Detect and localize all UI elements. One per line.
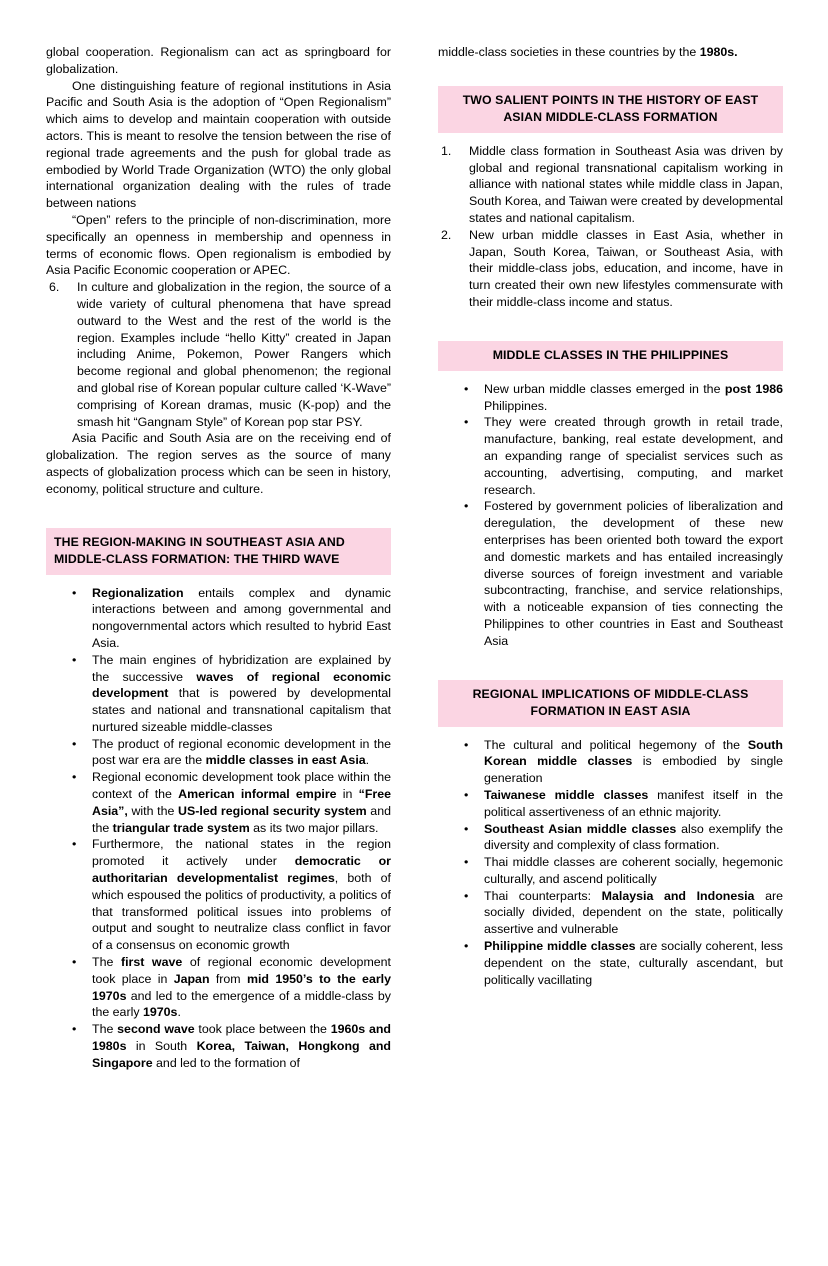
bold-text-run: American informal empire	[178, 787, 337, 802]
text-run: Regional economic development took place within the context of the	[92, 770, 391, 802]
list-item-text	[92, 737, 391, 768]
list-item-6	[46, 279, 391, 430]
bullet-marker-icon: •	[464, 939, 469, 954]
list-item	[46, 585, 391, 652]
spacer	[46, 498, 391, 528]
list-item	[438, 854, 783, 888]
list-item	[438, 737, 783, 787]
text-run: and led to the emergence of a middle-class by the early	[92, 988, 391, 1020]
list-item	[438, 888, 783, 938]
paragraph-open-regionalism: One distinguishing feature of regional institutions in Asia Pacific and South Asia is the adoption of “Open Regionalism” which aims to develop and maintain cooperation with outside actors. This is meant to resolve the tension between the rise of regional trade agreements and the push for global trade as embodied by World Trade Organization (WTO) the only global international organization dealing with the rules of trade between nations	[46, 78, 391, 211]
spacer	[438, 61, 783, 86]
text-run: , both of which espoused the politics of productivity, a politics of that transformed political issues into problems of output and sought to neutralize class conflict in favor of a consensus on economic growth	[92, 871, 392, 953]
text-run: that is powered by developmental states and national and transnational capitalism that nurtured sizeable middle-classes	[92, 686, 391, 734]
bullet-marker-icon: •	[464, 415, 469, 430]
bold-text-run: democratic or authoritarian developmentalist regimes	[92, 854, 391, 886]
text-run: New urban middle classes emerged in the	[484, 381, 725, 396]
text-run: took place between the	[194, 1022, 331, 1037]
bold-text-run: first wave	[120, 955, 183, 970]
text-run: .	[365, 753, 370, 768]
text-run: Furthermore, the national states in the region promoted it actively under	[92, 837, 391, 869]
spacer	[438, 371, 783, 381]
text-run: from	[209, 971, 247, 986]
list-item-text	[92, 770, 391, 834]
text-run: and the	[92, 803, 391, 835]
list-item-text	[92, 837, 391, 952]
spacer	[438, 650, 783, 680]
text-run: Philippines.	[484, 398, 548, 413]
bullet-marker-icon: •	[72, 955, 77, 970]
spacer	[438, 311, 783, 341]
list-item-text: Middle class formation in Southeast Asia was driven by global and regional transnational capitalism working in alliance with national states while middle class in Japan, South Korea, and Taiwan were created by developmental states and national capitalism.	[469, 143, 783, 225]
paragraph-receiving-end: Asia Pacific and South Asia are on the receiving end of globalization. The region serves as the source of many aspects of globalization process which can be seen in history, economy, political structure and culture.	[46, 431, 391, 496]
paragraph-global-cooperation: global cooperation. Regionalism can act as springboard for globalization.	[46, 45, 391, 76]
list-item-text: New urban middle classes in East Asia, whether in Japan, South Korea, Taiwan, or Southeast Asia, with their middle-class jobs, education, and income, have in turn created their own new lifestyles commensurate with their middle-class income and status.	[469, 227, 783, 309]
list-item-text	[484, 738, 783, 786]
text-run: Thai middle classes are coherent socially, hegemonic culturally, and ascend politically	[484, 855, 783, 886]
bullet-list-regional-implications	[438, 737, 783, 989]
text-run: are socially coherent, less dependent on the state, culturally ascendant, but politically vacillating	[484, 939, 783, 987]
bullet-marker-icon: •	[72, 770, 77, 785]
paragraph-continuation-1980s	[438, 44, 783, 61]
bullet-marker-icon: •	[464, 737, 469, 752]
bold-text-run: middle classes in east Asia	[205, 753, 366, 768]
list-item-text	[484, 939, 783, 987]
list-item-text	[484, 889, 783, 937]
text-run: as its two major pillars.	[249, 820, 379, 835]
bullet-marker-icon: •	[72, 837, 77, 852]
list-item	[46, 1021, 391, 1071]
left-column	[46, 44, 391, 1072]
list-item-text	[92, 586, 391, 650]
bullet-list-philippines	[438, 381, 783, 650]
list-item	[438, 821, 783, 855]
paragraph-open-definition: “Open” refers to the principle of non-discrimination, more specifically an openness in membership and openness in terms of economic flows. Open regionalism is embodied by Asia Pacific Economic cooperation or APEC.	[46, 212, 391, 278]
text-run: .	[177, 1005, 181, 1020]
section-heading-philippines: MIDDLE CLASSES IN THE PHILIPPINES	[438, 341, 783, 371]
list-item	[438, 227, 783, 311]
bullet-marker-icon: •	[72, 585, 77, 600]
list-item-text	[92, 653, 391, 734]
text-run: are socially divided, dependent on the state, politically assertive and vulnerable	[484, 888, 783, 937]
bullet-marker-icon: •	[72, 1022, 77, 1037]
bullet-marker-icon: •	[464, 787, 469, 802]
bullet-marker-icon: •	[464, 888, 469, 903]
list-item-text	[484, 415, 783, 496]
list-item-text	[484, 855, 783, 886]
bold-text-run: Regionalization	[92, 585, 184, 600]
list-item-text	[484, 382, 783, 413]
bold-text-run: 1960s and 1980s	[92, 1022, 391, 1054]
bullet-marker-icon: •	[464, 499, 469, 514]
list-item-text	[92, 955, 391, 1019]
text-run: The main engines of hybridization are explained by the successive	[92, 652, 391, 684]
bold-text-run: Taiwanese middle classes	[484, 787, 649, 802]
bullet-marker-icon: •	[464, 855, 469, 870]
text-run: The product of regional economic development in the post war era are the	[92, 736, 391, 768]
list-item-text	[92, 1022, 391, 1070]
bold-text-run: 1970s	[142, 1005, 178, 1020]
text-run: also exemplify the diversity and complexity of class formation.	[484, 821, 783, 853]
section-heading-regional-implications: REGIONAL IMPLICATIONS OF MIDDLE-CLASS FORMATION IN EAST ASIA	[438, 680, 783, 727]
text-run: Thai counterparts:	[484, 888, 602, 903]
list-item	[438, 414, 783, 498]
list-item-text	[484, 499, 783, 647]
bold-text-run: post 1986	[724, 381, 783, 396]
numbered-list-salient-points	[438, 143, 783, 311]
bold-text-run: Philippine middle classes	[484, 939, 636, 954]
list-item	[46, 954, 391, 1021]
text-run: Fostered by government policies of liberalization and deregulation, the development of these new enterprises has been oriented both toward the export and domestic markets and has entailed increasingly diverse sources of foreign investment and variable subcontracting, franchise, and service relationships, with a noticeable expansion of ties connecting the Philippines to other countries in East and Southeast Asia	[484, 499, 783, 648]
bold-text-run: triangular trade system	[112, 820, 250, 835]
text-run: with the	[127, 803, 179, 818]
bold-text-run: waves of regional economic development	[92, 669, 391, 701]
list-item	[46, 836, 391, 954]
bold-text-run: Malaysia and Indonesia	[601, 888, 755, 903]
list-marker: 6.	[49, 280, 60, 295]
bold-text-run: US-led regional security system	[178, 803, 367, 818]
spacer	[46, 575, 391, 585]
bold-text-run: South Korean middle classes	[484, 737, 783, 769]
bold-text-run: Southeast Asian middle classes	[484, 821, 677, 836]
list-item	[46, 736, 391, 770]
bullet-marker-icon: •	[464, 381, 469, 396]
text-run: The	[92, 1022, 118, 1037]
list-item	[438, 787, 783, 821]
text-run: in	[336, 787, 359, 802]
list-item-text	[484, 788, 783, 819]
text-run: The cultural and political hegemony of the	[484, 737, 748, 752]
text-run: They were created through growth in retail trade, manufacture, banking, real estate development, and an expanding range of specialist services such as accounting, advertising, computing, and market research.	[484, 415, 783, 497]
bullet-marker-icon: •	[72, 652, 77, 667]
bold-text-run: mid 1950’s to the early 1970s	[92, 971, 391, 1003]
list-item	[438, 938, 783, 988]
text-run: is embodied by single generation	[484, 754, 783, 786]
list-item	[438, 143, 783, 227]
list-marker: 2.	[441, 227, 452, 242]
list-item	[438, 381, 783, 415]
spacer	[438, 133, 783, 143]
right-column	[438, 44, 783, 988]
bullet-marker-icon: •	[464, 821, 469, 836]
text-run: entails complex and dynamic interactions between and among governmental and nongovernmental actors which resulted to hybrid East Asia.	[92, 585, 391, 650]
list-item	[46, 769, 391, 836]
section-heading-third-wave: THE REGION-MAKING IN SOUTHEAST ASIA AND MIDDLE-CLASS FORMATION: THE THIRD WAVE	[46, 528, 391, 575]
bold-text-run: Japan	[173, 971, 210, 986]
list-item-text	[484, 822, 783, 853]
list-item	[46, 652, 391, 736]
bullet-marker-icon: •	[72, 736, 77, 751]
bold-text-run: second wave	[117, 1022, 195, 1037]
section-heading-two-salient-points: TWO SALIENT POINTS IN THE HISTORY OF EAST ASIAN MIDDLE-CLASS FORMATION	[438, 86, 783, 133]
list-marker: 1.	[441, 143, 452, 158]
bullet-list-third-wave	[46, 585, 391, 1072]
text-run: The	[92, 955, 121, 970]
bold-text-run: Korea, Taiwan, Hongkong and Singapore	[92, 1039, 391, 1070]
text-run: of regional economic development took place in	[92, 955, 391, 986]
bold-text-run: 1980s.	[699, 45, 738, 59]
text-run: and led to the formation of	[152, 1055, 300, 1070]
list-item	[438, 498, 783, 649]
spacer	[438, 727, 783, 737]
list-item-text: In culture and globalization in the region, the source of a wide variety of cultural phenomena that have spread outward to the West and the rest of the world is the region. Examples include “hello Kitty” created in Japan including Anime, Pokemon, Power Rangers which become regional and global phenomenon; the regional and global rise of Korean popular culture called ‘K-Wave” comprising of Korean dramas, music (K-pop) and the smash hit “Gangnam Style” of Korean pop star PSY.	[77, 280, 391, 429]
bold-text-run: “Free Asia”,	[92, 787, 391, 818]
text-run: in South	[126, 1039, 197, 1054]
text-run: middle-class societies in these countries by the	[438, 45, 700, 59]
numbered-list-left	[46, 279, 391, 430]
two-column-layout	[46, 44, 782, 1072]
text-run: manifest itself in the political assertiveness of an ethnic majority.	[484, 787, 784, 819]
